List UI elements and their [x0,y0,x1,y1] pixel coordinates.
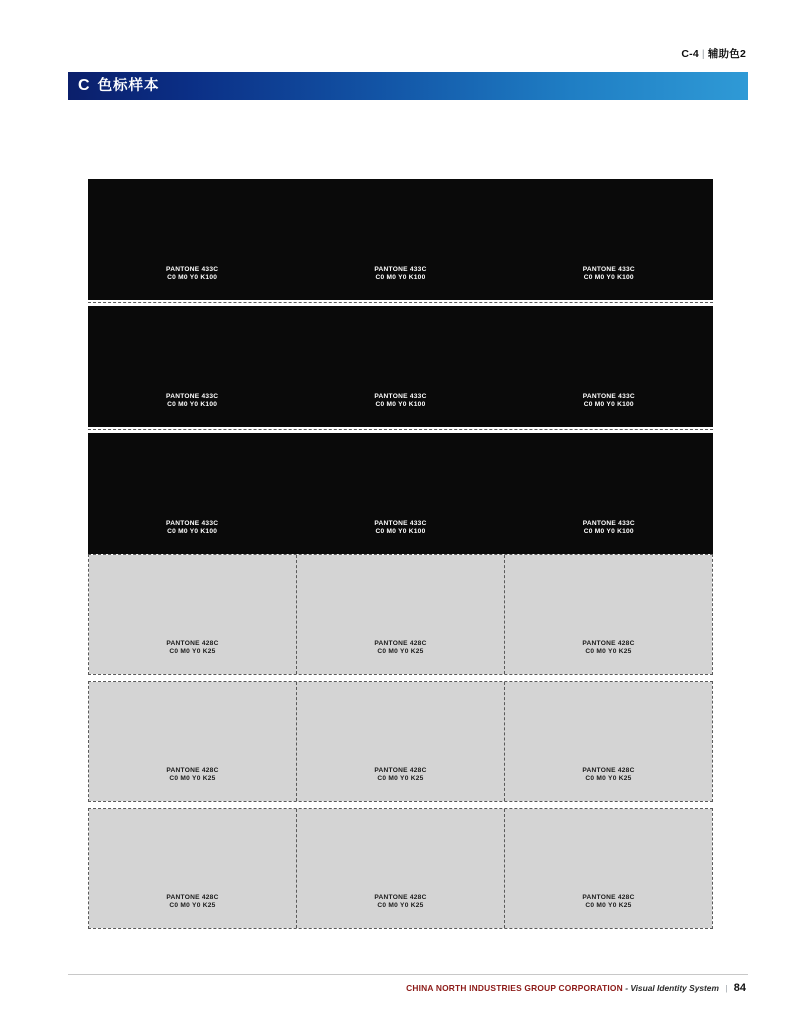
swatch-cell [296,555,504,674]
swatch-label [296,393,504,409]
swatch-label [505,640,712,656]
pantone-name: PANTONE 433C [582,265,635,273]
page-number: 84 [733,982,746,994]
pantone-name: PANTONE 433C [374,392,427,400]
section-title-bar [68,72,748,100]
section-letter: C [78,77,90,94]
header-separator: | [701,48,705,60]
cmyk-formula: C0 M0 Y0 K25 [377,901,424,909]
swatch-label [89,767,296,783]
swatch-cell [296,682,504,801]
swatch-cell [505,306,713,427]
cmyk-formula: C0 M0 Y0 K100 [583,273,634,281]
pantone-name: PANTONE 428C [582,766,635,774]
cmyk-formula: C0 M0 Y0 K25 [377,647,424,655]
pantone-name: PANTONE 428C [166,766,219,774]
footer-corporation: CHINA NORTH INDUSTRIES GROUP CORPORATION [406,983,623,993]
swatch-label [296,266,504,282]
swatch-row [88,433,713,554]
footer-separator: | [725,983,728,993]
swatch-label [297,767,504,783]
swatch-cell [296,809,504,928]
swatch-row [88,554,713,675]
pantone-name: PANTONE 433C [582,392,635,400]
swatch-row [88,681,713,802]
cmyk-formula: C0 M0 Y0 K25 [169,901,216,909]
pantone-name: PANTONE 428C [582,639,635,647]
pantone-name: PANTONE 428C [582,893,635,901]
cmyk-formula: C0 M0 Y0 K100 [167,273,218,281]
footer-divider [68,974,748,975]
cmyk-formula: C0 M0 Y0 K25 [377,774,424,782]
swatch-label [505,894,712,910]
pantone-name: PANTONE 433C [374,519,427,527]
cmyk-formula: C0 M0 Y0 K100 [167,527,218,535]
swatch-cell [89,809,296,928]
swatch-cell [296,306,504,427]
pantone-name: PANTONE 428C [374,639,427,647]
pantone-name: PANTONE 428C [166,893,219,901]
swatch-label [505,520,713,536]
swatch-label [505,767,712,783]
pantone-name: PANTONE 428C [374,766,427,774]
cmyk-formula: C0 M0 Y0 K25 [585,774,632,782]
pantone-name: PANTONE 428C [374,893,427,901]
swatch-label [89,894,296,910]
cmyk-formula: C0 M0 Y0 K100 [583,527,634,535]
swatch-cell [504,809,712,928]
swatch-cell [88,179,296,300]
swatch-label [297,894,504,910]
cmyk-formula: C0 M0 Y0 K25 [169,647,216,655]
footer-system: - Visual Identity System [625,983,719,993]
cmyk-formula: C0 M0 Y0 K25 [585,647,632,655]
cmyk-formula: C0 M0 Y0 K25 [169,774,216,782]
color-swatch-grid [88,179,713,929]
cmyk-formula: C0 M0 Y0 K100 [375,400,426,408]
swatch-label [505,393,713,409]
swatch-cell [89,682,296,801]
swatch-cell [88,306,296,427]
header-section-label: 辅助色2 [707,48,746,60]
swatch-cell [88,433,296,554]
swatch-label [88,266,296,282]
swatch-cell [296,433,504,554]
pantone-name: PANTONE 433C [166,265,219,273]
swatch-label [89,640,296,656]
swatch-label [88,520,296,536]
header-section-code: C-4 [681,48,699,60]
pantone-name: PANTONE 428C [166,639,219,647]
page-title: 色标样本 [97,77,160,94]
swatch-label [88,393,296,409]
cmyk-formula: C0 M0 Y0 K100 [167,400,218,408]
cmyk-formula: C0 M0 Y0 K100 [583,400,634,408]
pantone-name: PANTONE 433C [374,265,427,273]
swatch-cell [505,433,713,554]
swatch-row [88,808,713,929]
cmyk-formula: C0 M0 Y0 K100 [375,273,426,281]
swatch-row [88,179,713,300]
pantone-name: PANTONE 433C [166,392,219,400]
swatch-cell [296,179,504,300]
header-meta [681,46,746,61]
cmyk-formula: C0 M0 Y0 K25 [585,901,632,909]
swatch-cell [89,555,296,674]
cmyk-formula: C0 M0 Y0 K100 [375,527,426,535]
swatch-row [88,306,713,427]
swatch-label [297,640,504,656]
swatch-cell [504,555,712,674]
swatch-cell [505,179,713,300]
pantone-name: PANTONE 433C [166,519,219,527]
pantone-name: PANTONE 433C [582,519,635,527]
swatch-label [505,266,713,282]
swatch-label [296,520,504,536]
swatch-cell [504,682,712,801]
footer [406,982,746,994]
